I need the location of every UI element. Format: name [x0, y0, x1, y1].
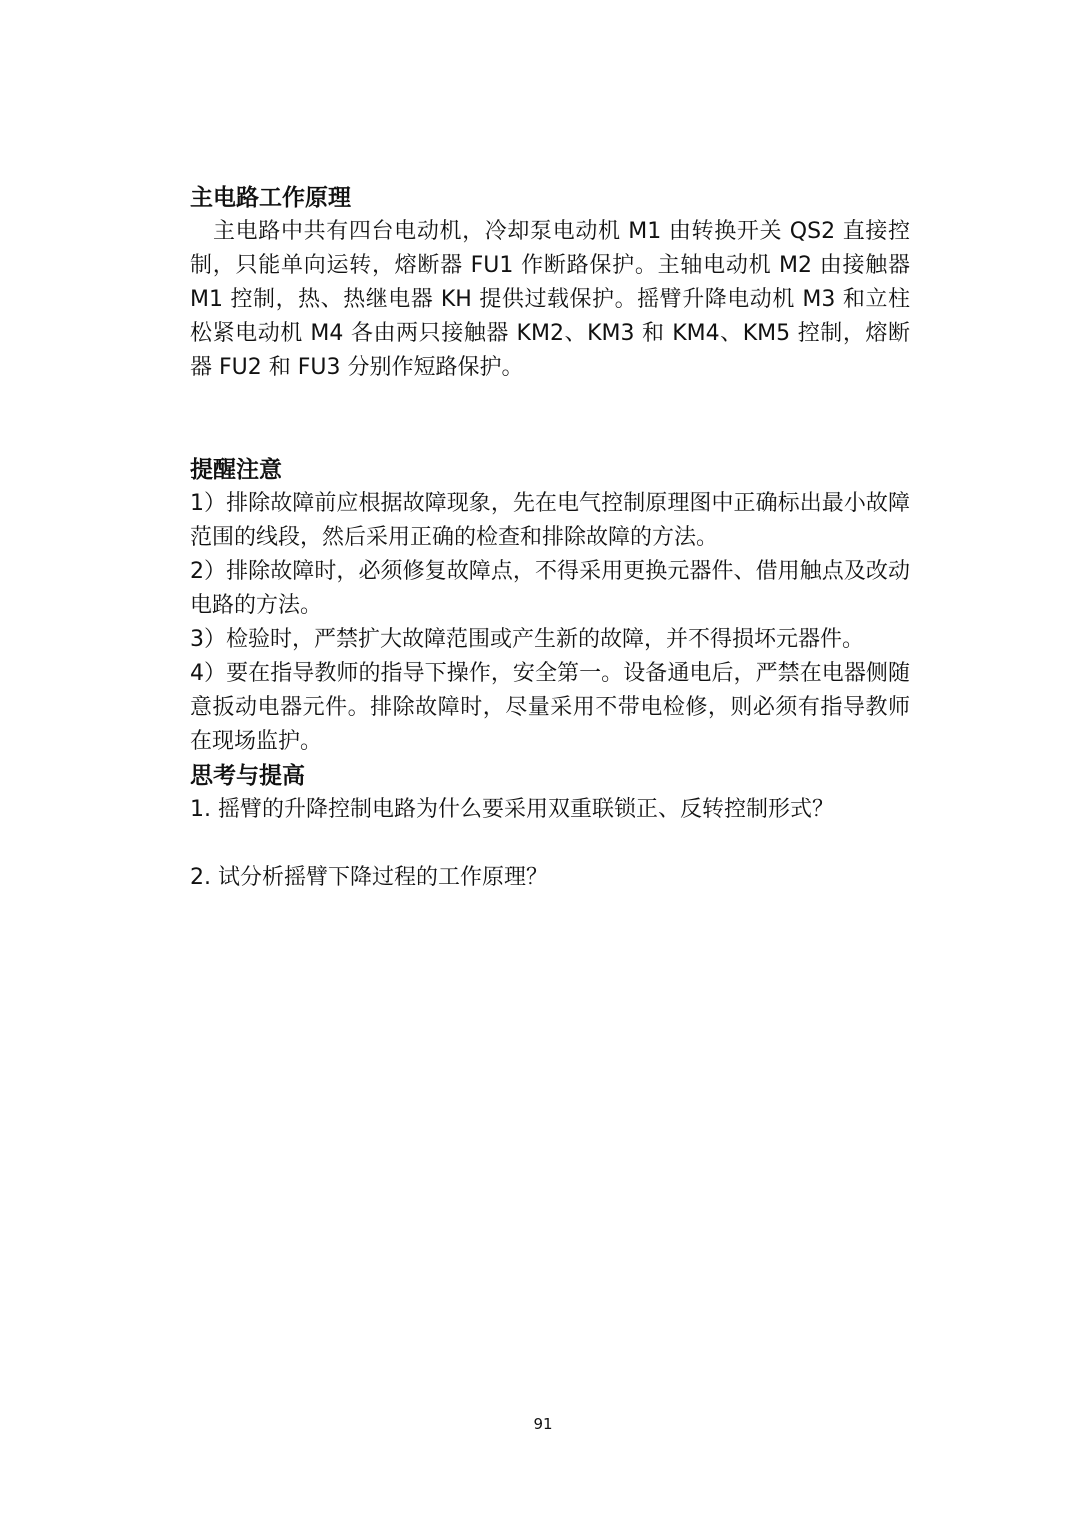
note-item-2: 2）排除故障时，必须修复故障点，不得采用更换元器件、借用触点及改动电路的方法。 — [190, 559, 910, 618]
page-content — [190, 181, 910, 895]
section-title-questions: 思考与提高 — [190, 763, 305, 789]
note-item-1: 1）排除故障前应根据故障现象，先在电气控制原理图中正确标出最小故障范围的线段，然后采用正确的检查和排除故障的方法。 — [190, 491, 910, 550]
note-item-3: 3）检验时，严禁扩大故障范围或产生新的故障，并不得损坏元器件。 — [190, 627, 864, 652]
question-item-2: 2. 试分析摇臂下降过程的工作原理？ — [190, 865, 548, 890]
question-item-1: 1. 摇臂的升降控制电路为什么要采用双重联锁正、反转控制形式？ — [190, 797, 834, 822]
page-number: 91 — [533, 1415, 553, 1433]
spacer — [190, 385, 910, 453]
note-item-4: 4）要在指导教师的指导下操作，安全第一。设备通电后，严禁在电器侧随意扳动电器元件。排除故障时，尽量采用不带电检修，则必须有指导教师在现场监护。 — [190, 661, 910, 754]
section-title-notes: 提醒注意 — [190, 457, 282, 483]
spacer — [190, 827, 910, 861]
main-circuit-paragraph: 主电路中共有四台电动机，冷却泵电动机 M1 由转换开关 QS2 直接控制，只能单向运转，熔断器 FU1 作断路保护。主轴电动机 M2 由接触器 M1 控制，热、热继电器 KH 提供过载保护。摇臂升降电动机 M3 和立柱松紧电动机 M4 各由两只接触器 KM2、KM3 和 KM4、KM5 控制，熔断器 FU2 和 FU3 分别作短路保护。 — [190, 219, 910, 380]
section-title-main-circuit: 主电路工作原理 — [190, 185, 351, 211]
